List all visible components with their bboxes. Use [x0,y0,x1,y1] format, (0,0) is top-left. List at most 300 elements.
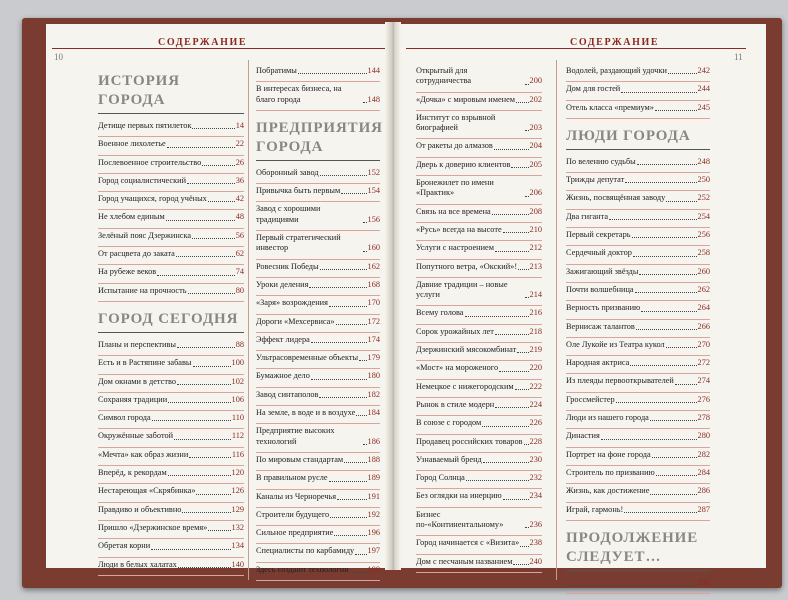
toc-entry [98,558,244,576]
toc-entry-title: Народная актриса [566,358,630,368]
toc-entry-page: 172 [367,316,380,326]
dot-leader [650,420,697,421]
toc-entry-title: Строители будущего [256,509,330,519]
toc-entry [416,435,542,453]
toc-entry-title: Бумажное дело [256,371,310,381]
toc-entry-page: 112 [231,431,244,441]
toc-entry-title: Гроссмейстер [566,394,615,404]
toc-entry [256,296,380,314]
dot-leader [636,329,697,330]
toc-entry [566,320,710,338]
toc-entry-title: Планы и перспективы [98,339,176,349]
toc-entry [256,202,380,231]
toc-entry-title: Люди в белых халатах [98,559,177,569]
toc-entry [256,278,380,296]
toc-entry [416,306,542,324]
toc-entry-title: Предприятие высоких технологий [256,426,335,446]
dot-leader [334,535,366,536]
toc-entry-page: 276 [697,394,710,404]
header-rule [406,48,746,49]
toc-entry-page: 129 [231,504,244,514]
toc-entry-page: 232 [529,473,542,483]
toc-entry-title: Город Солнца [416,473,465,483]
toc-entry [98,503,244,521]
toc-entry-title: Ровесник Победы [256,261,319,271]
toc-entry-title: «Мечта» как образ жизни [98,449,189,459]
toc-entry-title: По велению судьбы [566,156,636,166]
toc-entry [566,393,710,411]
section-heading: ЛЮДИ ГОРОДА [566,127,710,150]
dot-leader [177,384,231,385]
section-heading: ПРОДОЛЖЕНИЕ СЛЕДУЕТ… [566,529,710,571]
toc-entry-title: Специалисты по карбамиду [256,546,355,556]
toc-entry [416,64,542,93]
toc-entry [416,398,542,416]
toc-entry-page: 274 [697,376,710,386]
toc-entry-title: Завод с хорошими традициями [256,204,321,224]
toc-entry [416,361,542,379]
toc-entry [256,526,380,544]
dot-leader [635,292,697,293]
dot-leader [517,352,528,353]
dot-leader [363,102,367,103]
toc-entry [566,484,710,502]
dot-leader [495,334,529,335]
toc-entry-page: 168 [367,279,380,289]
toc-entry-page: 189 [367,473,380,483]
toc-entry-page: 152 [367,167,380,177]
dot-leader [511,167,528,168]
toc-entry-page: 156 [367,214,380,224]
toc-entry [566,246,710,264]
toc-entry-page: 230 [529,454,542,464]
toc-entry [256,184,380,202]
toc-entry [98,174,244,192]
toc-entry-title: Почти волшебница [566,284,634,294]
toc-entry-page: 244 [697,84,710,94]
toc-entry-title: Каналы из Черноречья [256,491,337,501]
dot-leader [319,397,366,398]
toc-entry [98,429,244,447]
toc-entry-title: Ультрасовременные объекты [256,353,359,363]
toc-entry-title: Вперёд, к рекордам [98,468,167,478]
toc-entry-page: 120 [231,468,244,478]
dot-leader [520,546,528,547]
dot-leader [359,360,366,361]
dot-leader [176,256,235,257]
toc-entry-page: 206 [529,188,542,198]
toc-entry-page: 208 [529,206,542,216]
toc-entry [98,247,244,265]
toc-entry [98,229,244,247]
toc-entry-title: Нестареющая «Скрябинка» [98,486,196,496]
toc-entry-page: 200 [529,76,542,86]
toc-entry-title: Жизнь, посвящённая заводу [566,193,666,203]
toc-entry [416,223,542,241]
toc-entry [98,539,244,557]
toc-entry-title: Побратимы [256,66,297,75]
toc-entry-title: Всему голова [416,308,464,318]
toc-entry-page: 240 [529,556,542,566]
toc-entry [256,166,380,184]
toc-entry-title: Привычка быть первым [256,186,341,196]
toc-entry-page: 80 [235,285,244,295]
section-heading: ГОРОД СЕГОДНЯ [98,310,244,333]
dot-leader [187,183,235,184]
toc-entry-page: 110 [231,413,244,423]
toc-entry-title: Послевоенное строительство [98,157,202,167]
toc-entry [416,325,542,343]
dot-leader [182,512,230,513]
toc-entry [98,156,244,174]
toc-entry [566,374,710,392]
toc-entry-title: Институт со взрывной биографией [416,112,496,133]
toc-entry-page: 202 [529,94,542,104]
toc-entry [98,356,244,374]
dot-leader [513,564,528,565]
toc-entry-title: Бизнес по-«Континентальному» [416,509,504,530]
dot-leader [337,499,366,500]
dot-leader [515,389,529,390]
toc-entry [98,210,244,228]
dot-leader [482,426,528,427]
toc-entry-title: Немецкое с нижегородским [416,381,514,391]
toc-entry-page: 42 [235,194,244,204]
toc-entry [256,64,380,82]
toc-entry-page: 222 [529,381,542,391]
toc-entry [566,173,710,191]
toc-entry-title: Сохраняя традиции [98,394,168,404]
toc-column-2 [256,64,383,581]
toc-entry-title: Из плеяды первооткрывателей [566,376,674,386]
toc-entry-page: 88 [235,339,244,349]
toc-entry [566,448,710,466]
dot-leader [666,201,696,202]
toc-entry-title: Правдиво и объективно [98,504,182,514]
toc-entry-page: 213 [529,261,542,271]
toc-entry [98,284,244,302]
dot-leader [341,193,366,194]
toc-entry-title: Есть и в Растяпине забавы [98,358,192,368]
toc-entry-title: От расцвета до заката [98,249,175,259]
toc-entry [566,466,710,484]
toc-entry [566,411,710,429]
dot-leader [655,110,697,111]
dot-leader [503,232,529,233]
toc-entry-title: Сердечный доктор [566,248,632,258]
dot-leader [499,371,528,372]
toc-entry-title: Детище первых пятилеток [98,121,192,130]
toc-entry [566,265,710,283]
toc-entry-title: Водолей, раздающий удочки [566,66,667,75]
toc-entry-page: 144 [367,66,380,75]
toc-entry-title: Первый стратегический инвестор [256,233,341,253]
toc-entry [416,555,542,573]
dot-leader [363,444,367,445]
toc-entry [98,265,244,283]
toc-entry-title: Испытание на прочность [98,285,187,295]
toc-entry-page: 188 [367,454,380,464]
toc-entry-page: 56 [235,230,244,240]
dot-leader [189,457,231,458]
toc-entry [256,231,380,260]
toc-entry-title: Город социалистический [98,175,187,185]
dot-leader [168,402,230,403]
dot-leader [632,237,697,238]
toc-entry-page: 100 [231,358,244,368]
toc-entry [416,453,542,471]
dot-leader [525,130,529,131]
toc-entry-page: 242 [697,66,710,75]
toc-entry [98,119,244,137]
toc-entry-page: 198 [367,564,380,574]
toc-entry-title: Без оглядки на инерцию [416,491,502,501]
page-number-left: 10 [54,52,63,62]
dot-leader [668,73,697,74]
toc-entry-title: Отель класса «премиум» [566,102,654,112]
toc-entry-title: В интересах бизнеса, на благо города [256,84,342,104]
toc-entry-page: 234 [529,491,542,501]
dot-leader [157,275,234,276]
dot-leader [650,494,696,495]
toc-entry [416,176,542,205]
dot-leader [641,311,696,312]
toc-entry-page: 250 [697,175,710,185]
dot-leader [675,384,697,385]
toc-entry-title: Портрет на фоне города [566,449,651,459]
toc-entry-page: 216 [529,308,542,318]
dot-leader [320,269,367,270]
toc-entry [416,489,542,507]
toc-entry [416,536,542,554]
dot-leader [465,316,529,317]
toc-entry-page: 258 [697,248,710,258]
toc-entry [416,205,542,223]
toc-entry-title: Верность призванию [566,303,641,313]
dot-leader [167,147,235,148]
toc-entry [416,278,542,307]
toc-entry-title: На рубеже веков [98,267,157,277]
dot-leader [624,512,696,513]
toc-entry-page: 205 [529,159,542,169]
dot-leader [336,324,367,325]
toc-entry-title: Здесь создают технологии [256,564,349,574]
toc-entry-page: 214 [529,290,542,300]
toc-entry [98,411,244,429]
toc-entry-title: Трижды депутат [566,175,625,185]
toc-entry-page: 22 [235,139,244,149]
column-divider [556,60,557,580]
toc-entry [416,380,542,398]
toc-entry-title: «Дочка» с мировым именем [416,94,516,104]
dot-leader [344,462,366,463]
toc-entry [98,338,244,356]
dot-leader [309,287,366,288]
toc-entry [416,343,542,361]
book-gutter [385,22,401,570]
toc-entry [98,521,244,539]
toc-entry-page: 182 [367,389,380,399]
toc-entry-title: Окружённые заботой [98,431,174,441]
dot-leader [495,251,529,252]
toc-entry-title: Дороги «Мехсервиса» [256,316,335,326]
toc-entry-page: 140 [231,559,244,569]
toc-entry [416,241,542,259]
toc-entry [256,388,380,406]
toc-entry [256,424,380,453]
toc-entry-page: 174 [367,334,380,344]
dot-leader [363,251,367,252]
toc-entry [256,351,380,369]
toc-entry-page: 264 [697,303,710,313]
toc-entry-title: Продавец российских товаров [416,436,523,446]
toc-entry-page: 197 [367,546,380,556]
toc-entry [416,93,542,111]
header-rule [52,48,386,49]
toc-entry [98,448,244,466]
toc-entry [98,466,244,484]
toc-entry [256,333,380,351]
toc-entry-page: 74 [235,267,244,277]
toc-column-4 [566,64,710,594]
toc-entry-title: Открытый для сотрудничества [416,66,472,86]
toc-entry [256,490,380,508]
toc-entry-title: Оле Лукойе из Театра кукол [566,339,665,349]
toc-entry-title: Дом с песчаным названием [416,556,513,566]
header-title-left: СОДЕРЖАНИЕ [154,37,251,48]
dot-leader [196,494,230,495]
toc-entry-page: 245 [697,102,710,112]
toc-entry-title: «Мост» на мороженого [416,363,499,373]
toc-entry-title: Сорок урожайных лет [416,326,494,336]
toc-entry-title: Услуги с настроением [416,243,494,253]
dot-leader [192,128,234,129]
toc-entry-title: Символ города [98,413,151,423]
dot-leader [609,219,697,220]
dot-leader [355,554,366,555]
toc-entry-title: Попутного ветра, «Окский»! [416,261,518,271]
toc-entry-page: 256 [697,230,710,240]
toc-entry-page: 191 [367,491,380,501]
toc-entry-title: Уроки деления [256,279,309,289]
toc-entry-page: 102 [231,376,244,386]
toc-entry-title: В правильном русле [256,473,328,483]
dot-leader [652,457,697,458]
toc-entry-page: 287 [697,504,710,514]
toc-entry-title: В союзе с городом [416,418,482,428]
toc-entry-page: 204 [529,141,542,151]
toc-entry-page: 162 [367,261,380,271]
toc-entry [566,301,710,319]
toc-entry-title: Оборонный завод [256,167,319,177]
dot-leader [503,499,529,500]
toc-entry-page: 184 [367,408,380,418]
dot-leader [494,149,529,150]
dot-leader [174,439,231,440]
toc-entry-page: 252 [697,193,710,203]
toc-entry-page: 132 [231,522,244,532]
dot-leader [567,585,697,586]
dot-leader [524,444,529,445]
header-title-right: СОДЕРЖАНИЕ [566,37,663,48]
dot-leader [356,415,366,416]
toc-entry-title: Два гиганта [566,211,609,221]
dot-leader [329,481,367,482]
toc-entry-title: Зелёный пояс Дзержинска [98,230,192,240]
toc-entry-page: 282 [697,449,710,459]
toc-entry [256,315,380,333]
toc-entry-page: 262 [697,284,710,294]
toc-entry [98,393,244,411]
dot-leader [495,407,528,408]
toc-entry-page: 210 [529,224,542,234]
toc-entry [98,375,244,393]
dot-leader [193,366,231,367]
toc-entry [416,260,542,278]
toc-entry [566,210,710,228]
dot-leader [188,293,235,294]
dot-leader [363,222,367,223]
toc-entry-page: 160 [367,243,380,253]
toc-entry-page: 290 [697,577,710,587]
toc-entry-page: 203 [529,123,542,133]
dot-leader [202,165,234,166]
toc-entry-page: 218 [529,326,542,336]
toc-entry-title: Дзержинский мясокомбинат [416,345,517,355]
toc-entry [566,82,710,100]
toc-entry-title: Сильное предприятие [256,528,334,538]
dot-leader [483,462,529,463]
toc-entry-title: Не хлебом единым [98,212,165,222]
toc-entry-page: 212 [529,243,542,253]
toc-entry-title: Город начинается с «Визита» [416,538,520,548]
toc-entry [566,155,710,173]
toc-entry-title: Дверь к доверию клиентов [416,159,511,169]
toc-entry-page: 228 [529,436,542,446]
toc-entry-page: 48 [235,212,244,222]
toc-entry [416,158,542,176]
toc-entry [566,503,710,521]
toc-entry-page: 248 [697,156,710,166]
toc-entry-title: Дом окнами в детство [98,376,176,386]
toc-entry-page: 186 [367,436,380,446]
toc-entry-page: 226 [529,418,542,428]
toc-entry-title: По мировым стандартам [256,454,344,464]
toc-entry-title: Обретая корни [98,541,151,551]
toc-entry [416,508,542,537]
dot-leader [492,214,529,215]
toc-entry-title: Пришло «Дзержинское время» [98,522,208,532]
dot-leader [320,175,367,176]
dot-leader [639,274,696,275]
section-heading: ИСТОРИЯ ГОРОДА [98,72,244,114]
toc-entry-title: Первый секретарь [566,230,631,240]
dot-leader [466,480,529,481]
toc-entry-title: «Русь» всегда на высоте [416,224,502,234]
toc-entry-page: 196 [367,528,380,538]
dot-leader [525,527,529,528]
dot-leader [525,84,529,85]
toc-entry-title: Зажигающий звёзды [566,266,639,276]
toc-entry-page: 272 [697,358,710,368]
toc-entry-page: 116 [231,449,244,459]
toc-entry-title: Эффект лидера [256,334,310,344]
toc-entry-page: 219 [529,345,542,355]
toc-entry [256,406,380,424]
dot-leader [656,475,697,476]
toc-entry-page: 179 [367,353,380,363]
dot-leader [525,196,529,197]
